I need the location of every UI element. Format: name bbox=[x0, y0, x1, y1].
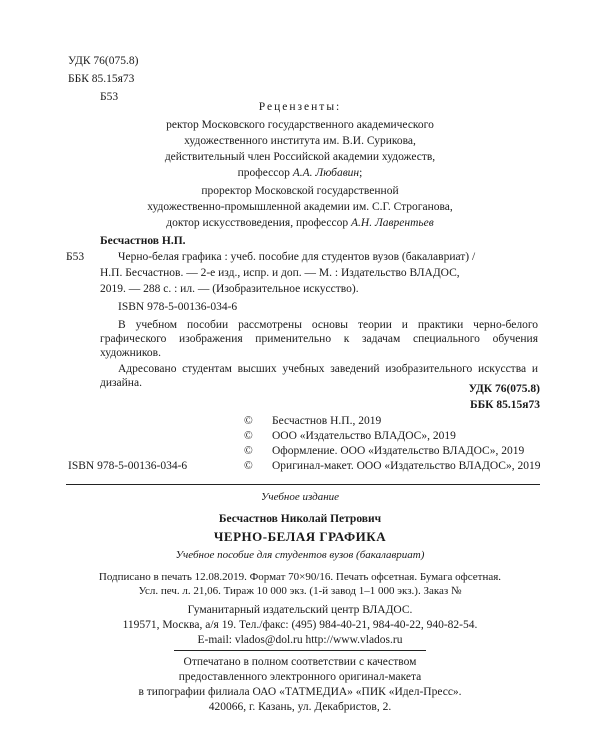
reviewer-1-name: А.А. Любавин bbox=[292, 167, 360, 179]
reviewers-title: Рецензенты: bbox=[258, 101, 342, 113]
copyright-symbol-1: © bbox=[244, 415, 253, 427]
reviewer-2-line-3: доктор искусствоведения, профессор А.Н. Лаврентьев bbox=[166, 217, 434, 229]
catalog-author: Бесчастнов Н.П. bbox=[100, 235, 186, 247]
copyright-symbol-3: © bbox=[244, 445, 253, 457]
catalog-isbn: ISBN 978-5-00136-034-6 bbox=[118, 301, 238, 313]
book-subtitle: Учебное пособие для студентов вузов (бакалавриат) bbox=[175, 549, 425, 561]
copyright-line-2: ООО «Издательство ВЛАДОС», 2019 bbox=[272, 430, 456, 442]
reviewer-2-line-1: проректор Московской государственной bbox=[201, 185, 399, 197]
copyright-line-1: Бесчастнов Н.П., 2019 bbox=[272, 415, 382, 427]
printer-line-2: предоставленного электронного оригинал-макета bbox=[178, 671, 422, 683]
reviewer-1-line-3: действительный член Российской академии художеств, bbox=[164, 151, 436, 163]
catalog-line-1: Черно-белая графика : учеб. пособие для студентов вузов (бакалавриат) / bbox=[118, 251, 476, 263]
edition-type: Учебное издание bbox=[260, 491, 340, 503]
catalog-code: Б53 bbox=[66, 251, 85, 263]
udk-header: УДК 76(075.8) bbox=[68, 55, 139, 67]
publisher-contacts: E-mail: vlados@dol.ru http://www.vlados.ru bbox=[197, 634, 403, 646]
catalog-line-3: 2019. — 288 с. : ил. — (Изобразительное искусство). bbox=[100, 283, 359, 295]
copyright-symbol-4: © bbox=[244, 460, 253, 472]
reviewer-2-name: А.Н. Лаврентьев bbox=[351, 217, 434, 229]
print-info-line-1: Подписано в печать 12.08.2019. Формат 70×90/16. Печать офсетная. Бумага офсетная. bbox=[98, 571, 502, 583]
printer-line-4: 420066, г. Казань, ул. Декабристов, 2. bbox=[208, 701, 392, 713]
book-title: ЧЕРНО-БЕЛАЯ ГРАФИКА bbox=[213, 529, 387, 544]
reviewer-2-line-2: художественно-промышленной академии им. С.Г. Строганова, bbox=[147, 201, 453, 213]
abstract-bbk: ББК 85.15я73 bbox=[469, 399, 540, 411]
bbk-header: ББК 85.15я73 bbox=[68, 73, 135, 85]
divider-2 bbox=[174, 650, 426, 651]
reviewer-1-line-1: ректор Московского государственного академического bbox=[166, 119, 434, 131]
publisher-name: Гуманитарный издательский центр ВЛАДОС. bbox=[187, 604, 413, 616]
abstract-paragraph-2: Адресовано студентам высших учебных заведений изобразительного искусства и дизайна. bbox=[100, 363, 538, 389]
publisher-address: 119571, Москва, а/я 19. Тел./факс: (495) 984-40-21, 984-40-22, 940-82-54. bbox=[122, 619, 478, 631]
abstract-udk: УДК 76(075.8) bbox=[468, 383, 540, 395]
author-code-header: Б53 bbox=[100, 91, 119, 103]
copyright-isbn: ISBN 978-5-00136-034-6 bbox=[68, 460, 188, 472]
print-info-line-2: Усл. печ. л. 21,06. Тираж 10 000 экз. (1-й завод 1–1 000 экз.). Заказ № bbox=[138, 585, 462, 597]
catalog-line-2: Н.П. Бесчастнов. — 2-е изд., испр. и доп. — М. : Издательство ВЛАДОС, bbox=[100, 267, 460, 279]
divider-1 bbox=[66, 484, 540, 485]
author-full-name: Бесчастнов Николай Петрович bbox=[218, 513, 382, 525]
printer-line-1: Отпечатано в полном соответствии с качеством bbox=[183, 656, 417, 668]
reviewer-1-line-2: художественного института им. В.И. Сурикова, bbox=[184, 135, 416, 147]
reviewer-1-line-4: профессор А.А. Любавин; bbox=[237, 167, 363, 179]
copyright-symbol-2: © bbox=[244, 430, 253, 442]
printer-line-3: в типографии филиала ОАО «ТАТМЕДИА» «ПИК «Идел-Пресс». bbox=[138, 686, 462, 698]
abstract-paragraph-1: В учебном пособии рассмотрены основы теории и практики черно-белого графического изображения применительно к задачам специального обучения художников. bbox=[100, 319, 538, 359]
copyright-line-4: Оригинал-макет. ООО «Издательство ВЛАДОС», 2019 bbox=[272, 460, 541, 472]
copyright-line-3: Оформление. ООО «Издательство ВЛАДОС», 2019 bbox=[272, 445, 525, 457]
